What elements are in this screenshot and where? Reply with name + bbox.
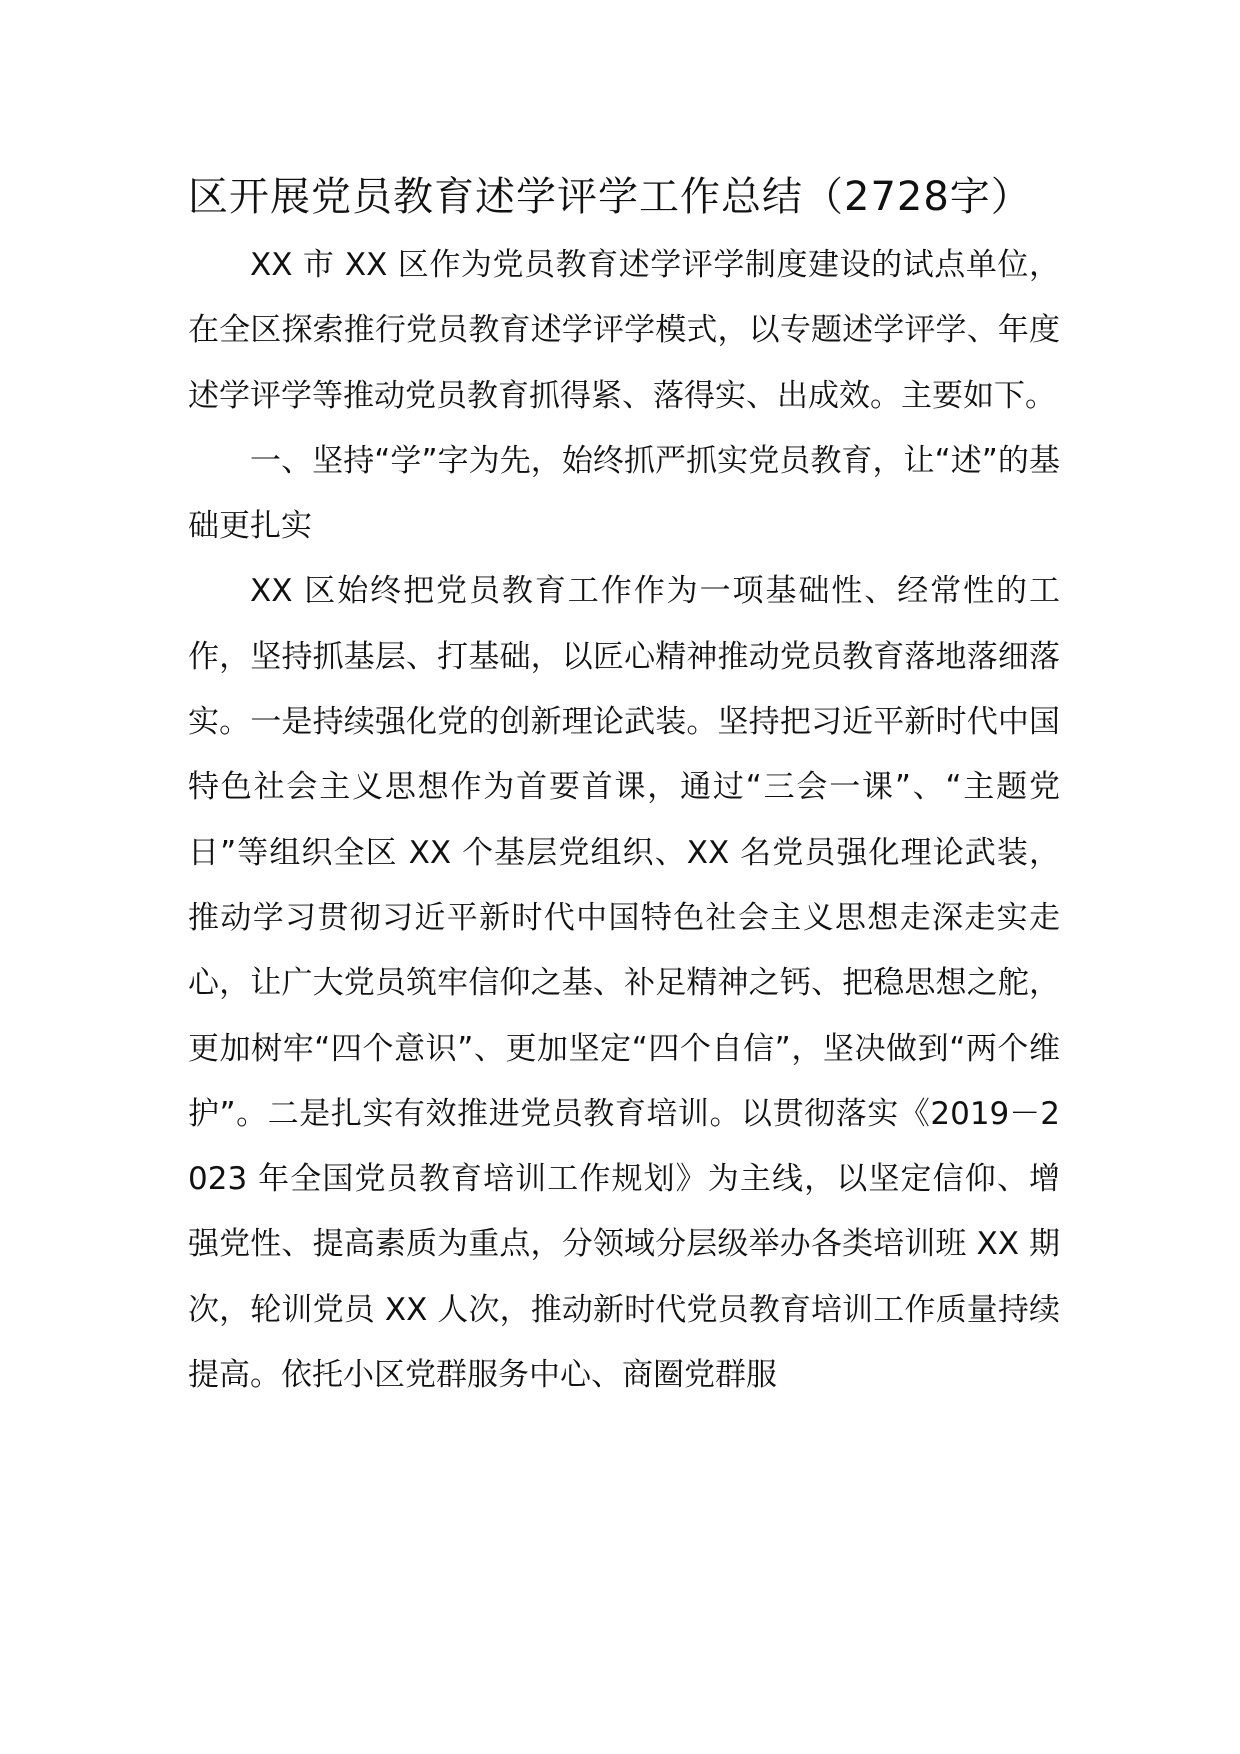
paragraph-intro: XX 市 XX 区作为党员教育述学评学制度建设的试点单位，在全区探索推行党员教育述学评学模式，以专题述学评学、年度述学评学等推动党员教育抓得紧、落得实、出成效。主要如下。 xyxy=(188,247,1060,414)
document-body xyxy=(188,170,1060,1408)
document-title: 区开展党员教育述学评学工作总结（2728字） xyxy=(188,174,1032,220)
section-heading-1: 一、坚持“学”字为先，始终抓严抓实党员教育，让“述”的基础更扎实 xyxy=(188,442,1060,545)
paragraph-section-1-body: XX 区始终把党员教育工作作为一项基础性、经常性的工作，坚持抓基层、打基础，以匠心精神推动党员教育落地落细落实。一是持续强化党的创新理论武装。坚持把习近平新时代中国特色社会主义思想作为首要首课，通过“三会一课”、“主题党日”等组织全区 XX 个基层党组织、XX 名党员强化理论武装，推动学习贯彻习近平新时代中国特色社会主义思想走深走实走心，让广大党员筑牢信仰之基、补足精神之钙、把稳思想之舵，更加树牢“四个意识”、更加坚定“四个自信”，坚决做到“两个维护”。二是扎实有效推进党员教育培训。以贯彻落实《2019－2023 年全国党员教育培训工作规划》为主线，以坚定信仰、增强党性、提高素质为重点，分领域分层级举办各类培训班 XX 期次，轮训党员 XX 人次，推动新时代党员教育培训工作质量持续提高。依托小区党群服务中心、商圈党群服 xyxy=(188,573,1060,1394)
